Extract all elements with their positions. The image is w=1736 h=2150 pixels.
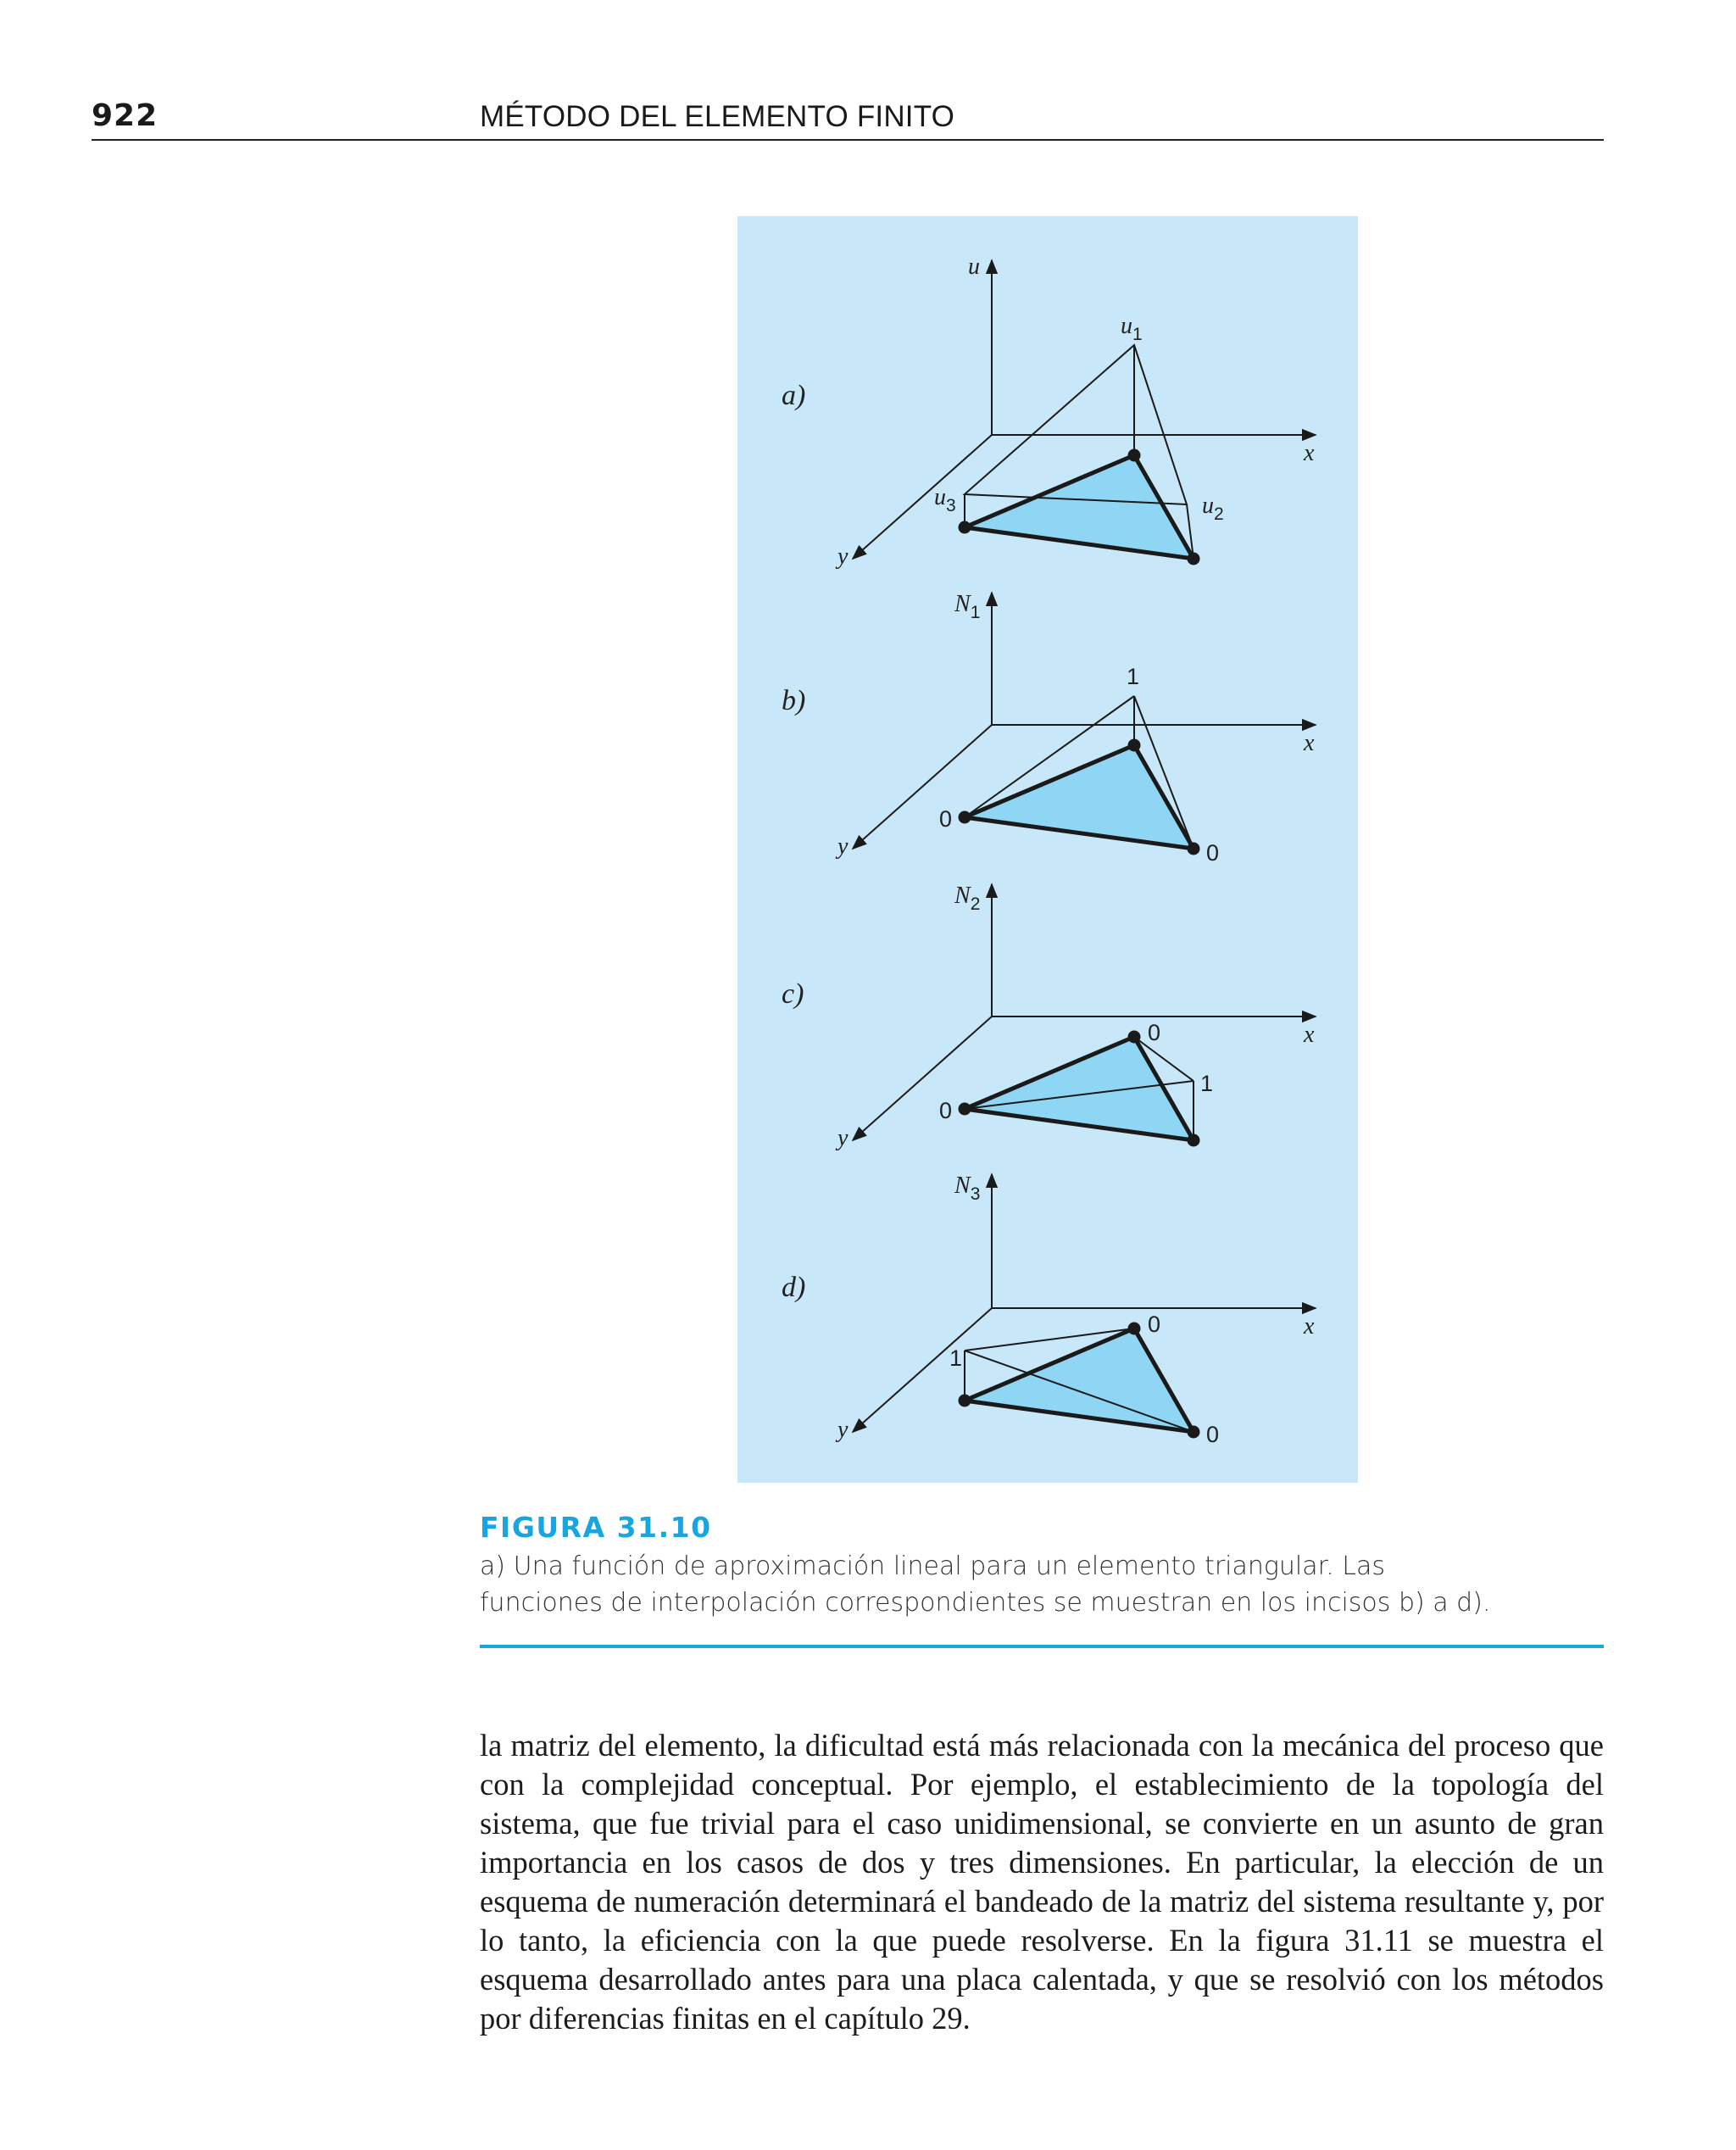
u3-label: $u_3$ — [934, 484, 956, 515]
node-1 — [1128, 449, 1141, 462]
value-node-3: 1 — [949, 1345, 963, 1371]
x-axis-label: x — [1304, 1313, 1315, 1340]
value-node-2: 0 — [1206, 840, 1220, 866]
value-node-3: 0 — [939, 806, 953, 832]
value-node-1: 1 — [1127, 664, 1140, 689]
n1-axis-label: $N_1$ — [954, 591, 981, 622]
node-2 — [1188, 843, 1200, 855]
y-axis — [853, 1017, 992, 1140]
x-axis-label: x — [1304, 440, 1315, 466]
y-axis-label: y — [837, 833, 849, 860]
node-2 — [1188, 1134, 1200, 1147]
y-axis — [853, 1308, 992, 1432]
panel-d-label: d) — [782, 1272, 806, 1303]
u2-label: $u_2$ — [1202, 493, 1224, 524]
value-node-3: 0 — [939, 1098, 953, 1123]
u1-label: $u_1$ — [1121, 313, 1143, 344]
page-number: 922 — [92, 98, 159, 133]
n3-axis-label: $N_3$ — [954, 1172, 981, 1204]
body-paragraph: la matriz del elemento, la dificultad está más relacionada con la mecánica del proceso que con la complejidad conceptual. Por ejemplo, el establecimiento de la topología del sistema, que fue trivial para el caso unidimensional, se convierte en un asunto de gran importancia en los casos de dos y tres dimensiones. En particular, la elección de un esquema de numeración determinará el bandeado de la matriz del sistema resultante y, por lo tanto, la eficiencia con la que puede resolverse. En la figura 31.11 se muestra el esquema desarrollado antes para una placa calentada, y que se resolvió con los métodos por diferencias finitas en el capítulo 29. — [480, 1728, 1604, 2036]
figure-panel — [737, 216, 1358, 1483]
panel-b-label: b) — [782, 685, 806, 716]
running-head — [92, 95, 1604, 141]
panel-c — [782, 883, 1316, 1151]
node-2 — [1188, 1426, 1200, 1439]
panel-a — [782, 253, 1316, 570]
node-1 — [1128, 1323, 1141, 1335]
running-title: MÉTODO DEL ELEMENTO FINITO — [480, 100, 955, 133]
x-axis-label: x — [1304, 1022, 1315, 1048]
panel-b — [782, 591, 1316, 866]
y-axis-label: y — [837, 1125, 849, 1151]
y-axis-label: y — [837, 543, 849, 570]
u-axis-label: u — [968, 253, 980, 280]
n2-axis-label: $N_2$ — [954, 883, 981, 914]
y-axis — [853, 725, 992, 849]
finite-element-figure — [737, 216, 1358, 1483]
figure-caption — [480, 1511, 1604, 1621]
node-3 — [959, 1395, 971, 1407]
node-3 — [959, 811, 971, 824]
caption-text: a) Una función de aproximación lineal para un elemento triangular. Las funciones de interpolación correspondientes se muestran en los incisos b) a d). — [480, 1551, 1491, 1618]
panel-a-label: a) — [782, 380, 806, 411]
caption-divider — [480, 1645, 1604, 1648]
value-node-1: 0 — [1148, 1312, 1161, 1337]
caption-label: FIGURA 31.10 — [480, 1511, 712, 1544]
node-1 — [1128, 1031, 1141, 1044]
node-1 — [1128, 739, 1141, 752]
node-3 — [959, 521, 971, 534]
y-axis — [853, 435, 992, 559]
panel-d — [782, 1172, 1316, 1447]
value-node-2: 1 — [1200, 1071, 1214, 1096]
value-node-2: 0 — [1206, 1422, 1220, 1447]
panel-c-label: c) — [782, 978, 804, 1010]
y-axis-label: y — [837, 1417, 849, 1443]
value-node-1: 0 — [1148, 1020, 1161, 1045]
node-3 — [959, 1103, 971, 1116]
node-2 — [1188, 553, 1200, 565]
x-axis-label: x — [1304, 730, 1315, 756]
